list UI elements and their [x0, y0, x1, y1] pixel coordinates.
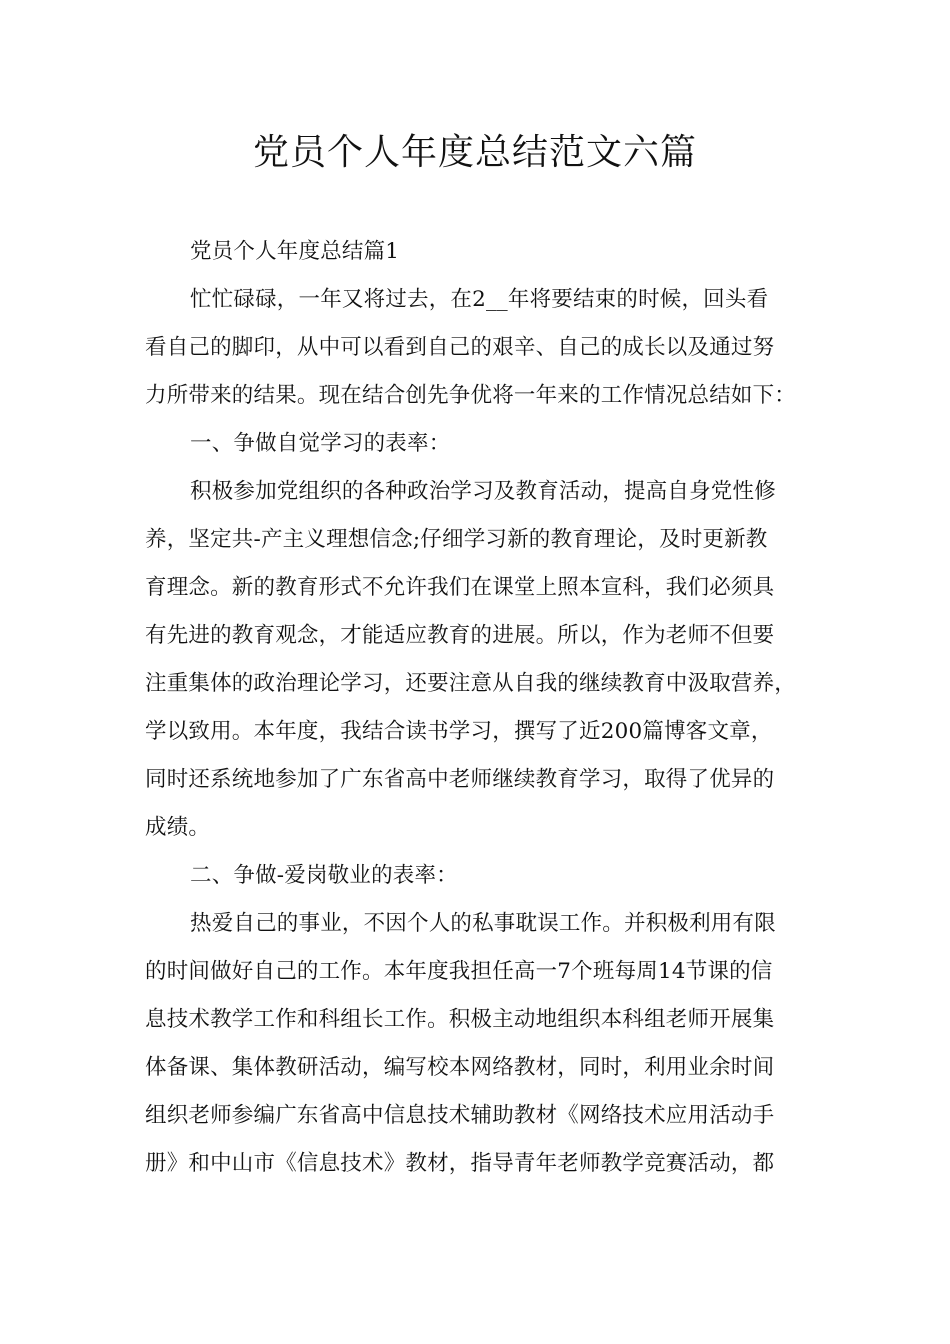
text-line: 力所带来的结果。现在结合创先争优将一年来的工作情况总结如下： — [145, 383, 797, 408]
text-line: 热爱自己的事业，不因个人的私事耽误工作。并积极利用有限 — [190, 911, 776, 936]
text-line: 息技术教学工作和科组长工作。积极主动地组织本科组老师开展集 — [145, 1007, 775, 1032]
text-line: 组织老师参编广东省高中信息技术辅助教材《网络技术应用活动手 — [145, 1103, 775, 1128]
document-body — [145, 228, 825, 1188]
document-title: 党员个人年度总结范文六篇 — [252, 132, 697, 173]
text-line: 二、争做-爱岗敬业的表率： — [190, 863, 458, 888]
text-line: 忙忙碌碌，一年又将过去，在2__年将要结束的时候，回头看 — [190, 287, 769, 312]
text-line: 一、争做自觉学习的表率： — [190, 431, 451, 456]
text-line: 积极参加党组织的各种政治学习及教育活动，提高自身党性修 — [190, 479, 776, 504]
text-line: 看自己的脚印，从中可以看到自己的艰辛、自己的成长以及通过努 — [145, 335, 775, 360]
text-line: 同时还系统地参加了广东省高中老师继续教育学习，取得了优异的 — [145, 767, 775, 792]
text-line: 育理念。新的教育形式不允许我们在课堂上照本宣科，我们必须具 — [145, 575, 775, 600]
text-line: 的时间做好自己的工作。本年度我担任高一7个班每周14节课的信 — [145, 959, 773, 984]
text-line: 册》和中山市《信息技术》教材，指导青年老师教学竞赛活动，都 — [145, 1151, 775, 1176]
text-line: 养，坚定共-产主义理想信念;仔细学习新的教育理论，及时更新教 — [145, 527, 768, 552]
text-line: 成绩。 — [145, 815, 211, 840]
text-line: 体备课、集体教研活动，编写校本网络教材，同时，利用业余时间 — [145, 1055, 775, 1080]
text-line: 有先进的教育观念，才能适应教育的进展。所以，作为老师不但要 — [145, 623, 775, 648]
text-line: 注重集体的政治理论学习，还要注意从自我的继续教育中汲取营养， — [145, 671, 797, 696]
text-line: 党员个人年度总结篇1 — [190, 239, 400, 264]
text-line: 学以致用。本年度，我结合读书学习，撰写了近200篇博客文章， — [145, 719, 773, 744]
